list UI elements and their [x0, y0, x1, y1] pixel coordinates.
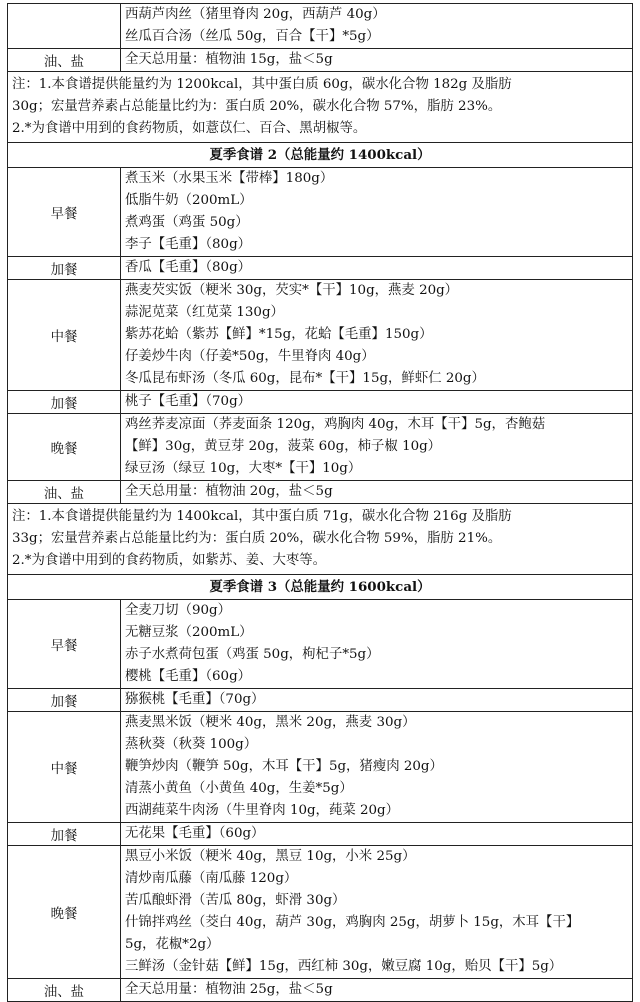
- dish-line: 什锦拌鸡丝（茭白 40g，葫芦 30g，鸡胸肉 25g，胡萝卜 15g，木耳【干】: [125, 915, 580, 930]
- meal-content: [121, 257, 633, 280]
- meal-row: [8, 979, 633, 1002]
- meal-row: [8, 481, 633, 504]
- dish-line: 鸡丝荞麦凉面（荞麦面条 120g，鸡胸肉 40g，木耳【干】5g，杏鲍菇: [125, 417, 546, 432]
- dish-line: 无花果【毛重】（60g）: [125, 826, 265, 841]
- dish-line: 燕麦芡实饭（粳米 30g，芡实*【干】10g，燕麦 20g）: [125, 283, 459, 298]
- meal-content: [121, 49, 633, 72]
- menu-note: [8, 504, 633, 575]
- dish-line: 5g，花椒*2g）: [125, 937, 220, 952]
- meal-label: 晚餐: [8, 846, 121, 979]
- dish-line: 西湖莼菜牛肉汤（牛里脊肉 10g，莼菜 20g）: [125, 803, 399, 818]
- dish-line: 三鲜汤（金针菇【鲜】15g，西红柿 30g，嫩豆腐 10g，贻贝【干】5g）: [125, 959, 563, 974]
- meal-content: [121, 481, 633, 504]
- meal-content: [121, 4, 633, 49]
- dish-line: 香瓜【毛重】（80g）: [125, 260, 252, 275]
- menu-note: [8, 72, 633, 143]
- meal-label: 早餐: [8, 168, 121, 257]
- dish-line: 蒜泥苋菜（红苋菜 130g）: [125, 305, 284, 320]
- meal-label: 晚餐: [8, 414, 121, 481]
- note-line: 2.*为食谱中用到的食药物质，如薏苡仁、百合、黑胡椒等。: [12, 121, 367, 136]
- meal-row: [8, 846, 633, 979]
- meal-row: [8, 4, 633, 49]
- dish-line: 猕猴桃【毛重】（70g）: [125, 692, 265, 707]
- meal-row: [8, 600, 633, 689]
- meal-row: [8, 823, 633, 846]
- meal-row: [8, 168, 633, 257]
- meal-content: [121, 414, 633, 481]
- meal-content: [121, 979, 633, 1002]
- meal-content: [121, 168, 633, 257]
- dish-line: 西葫芦肉丝（猪里脊肉 20g，西葫芦 40g）: [125, 7, 386, 22]
- menu-title: 夏季食谱 3（总能量约 1600kcal）: [8, 575, 633, 600]
- meal-row: [8, 49, 633, 72]
- note-line: 30g；宏量营养素占总能量比约为：蛋白质 20%，碳水化合物 57%，脂肪 23%。: [12, 99, 502, 114]
- meal-row: [8, 257, 633, 280]
- dish-line: 赤子水煮荷包蛋（鸡蛋 50g，枸杞子*5g）: [125, 647, 380, 662]
- dish-line: 丝瓜百合汤（丝瓜 50g，百合【干】*5g）: [125, 29, 380, 44]
- meal-label: 中餐: [8, 712, 121, 823]
- dish-line: 桃子【毛重】（70g）: [125, 394, 252, 409]
- meal-label: 加餐: [8, 257, 121, 280]
- dish-line: 鞭笋炒肉（鞭笋 50g，木耳【干】5g，猪瘦肉 20g）: [125, 759, 443, 774]
- meal-content: [121, 391, 633, 414]
- dish-line: 煮鸡蛋（鸡蛋 50g）: [125, 215, 249, 230]
- menu-title: 夏季食谱 2（总能量约 1400kcal）: [8, 143, 633, 168]
- dish-line: 黑豆小米饭（粳米 40g，黑豆 10g，小米 25g）: [125, 849, 416, 864]
- meal-label: 加餐: [8, 689, 121, 712]
- meal-label: 加餐: [8, 391, 121, 414]
- meal-content: [121, 280, 633, 391]
- dish-line: 清炒南瓜藤（南瓜藤 120g）: [125, 871, 298, 886]
- dish-line: 苦瓜酿虾滑（苦瓜 80g，虾滑 30g）: [125, 893, 346, 908]
- note-line: 2.*为食谱中用到的食药物质，如紫苏、姜、大枣等。: [12, 553, 327, 568]
- dish-line: 绿豆汤（绿豆 10g，大枣*【干】10g）: [125, 461, 362, 476]
- menu-table: [7, 3, 633, 1002]
- meal-content: [121, 689, 633, 712]
- dish-line: 全麦刀切（90g）: [125, 603, 231, 618]
- dish-line: 紫苏花蛤（紫苏【鲜】*15g，花蛤【毛重】150g）: [125, 327, 433, 342]
- meal-label: 油、盐: [8, 481, 121, 504]
- meal-row: [8, 712, 633, 823]
- dish-line: 蒸秋葵（秋葵 100g）: [125, 737, 258, 752]
- note-line: 注：1.本食谱提供能量约为 1200kcal，其中蛋白质 60g，碳水化合物 182g 及脂肪: [12, 77, 512, 92]
- dish-line: 全天总用量：植物油 15g，盐＜5g: [125, 52, 333, 67]
- dish-line: 全天总用量：植物油 20g，盐＜5g: [125, 484, 333, 499]
- meal-content: [121, 600, 633, 689]
- meal-content: [121, 823, 633, 846]
- meal-label: 油、盐: [8, 49, 121, 72]
- meal-row: [8, 414, 633, 481]
- dish-line: 【鲜】30g，黄豆芽 20g，菠菜 60g，柿子椒 10g）: [125, 439, 442, 454]
- meal-label: 加餐: [8, 823, 121, 846]
- dish-line: 无糖豆浆（200mL）: [125, 625, 253, 640]
- dish-line: 清蒸小黄鱼（小黄鱼 40g，生姜*5g）: [125, 781, 353, 796]
- dish-line: 樱桃【毛重】（60g）: [125, 669, 252, 684]
- meal-label: 中餐: [8, 280, 121, 391]
- note-line: 注：1.本食谱提供能量约为 1400kcal，其中蛋白质 71g，碳水化合物 216g 及脂肪: [12, 509, 512, 524]
- meal-content: [121, 846, 633, 979]
- dish-line: 冬瓜昆布虾汤（冬瓜 60g，昆布*【干】15g，鲜虾仁 20g）: [125, 371, 485, 386]
- dish-line: 燕麦黑米饭（粳米 40g，黑米 20g，燕麦 30g）: [125, 715, 416, 730]
- meal-content: [121, 712, 633, 823]
- dish-line: 李子【毛重】（80g）: [125, 237, 252, 252]
- dish-line: 低脂牛奶（200mL）: [125, 193, 253, 208]
- dish-line: 全天总用量：植物油 25g，盐＜5g: [125, 982, 333, 997]
- meal-label: [8, 4, 121, 49]
- meal-row: [8, 280, 633, 391]
- dish-line: 煮玉米（水果玉米【带棒】180g）: [125, 171, 334, 186]
- meal-label: 油、盐: [8, 979, 121, 1002]
- meal-row: [8, 689, 633, 712]
- note-line: 33g；宏量营养素占总能量比约为：蛋白质 20%，碳水化合物 59%，脂肪 21%。: [12, 531, 502, 546]
- meal-label: 早餐: [8, 600, 121, 689]
- dish-line: 仔姜炒牛肉（仔姜*50g，牛里脊肉 40g）: [125, 349, 375, 364]
- meal-row: [8, 391, 633, 414]
